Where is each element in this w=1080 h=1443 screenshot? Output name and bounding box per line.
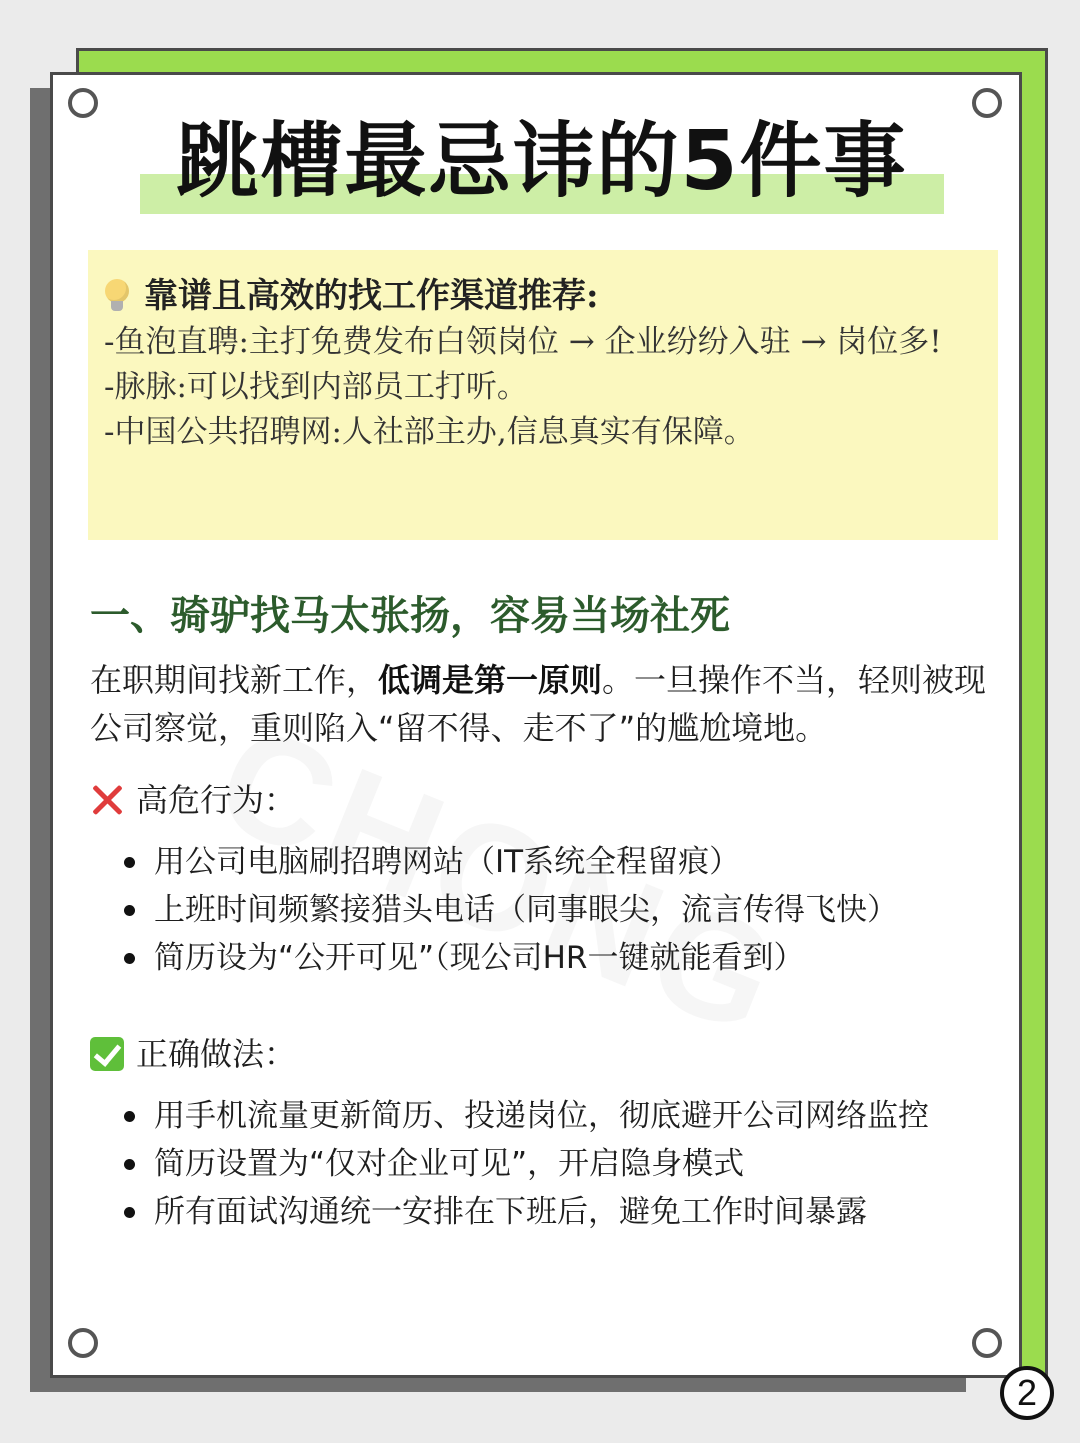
list-item: [120, 934, 980, 982]
list-item: [120, 1188, 980, 1236]
list-item-text: 所有面试沟通统一安排在下班后，避免工作时间暴露: [154, 1194, 867, 1230]
bullet-dot: [124, 905, 135, 916]
bullet-dot: [124, 1111, 135, 1122]
list-item-text: 上班时间频繁接猎头电话（同事眼尖，流言传得飞快）: [154, 892, 898, 928]
bullet-dot: [124, 1159, 135, 1170]
title-block: [140, 112, 944, 216]
list-item: [120, 1092, 980, 1140]
bullet-dot: [124, 1207, 135, 1218]
section-title: 一、骑驴找马太张扬，容易当场社死: [90, 592, 730, 639]
list-item: [120, 1140, 980, 1188]
page-title: 跳槽最忌讳的5件事: [176, 114, 908, 209]
pin-bottom-right: [972, 1328, 1002, 1358]
list-item: [120, 886, 980, 934]
bullet-dot: [124, 857, 135, 868]
danger-heading: 高危行为：: [136, 781, 297, 819]
section-intro: [90, 656, 990, 752]
correct-list: [120, 1092, 980, 1236]
tip-heading-row: [104, 272, 982, 320]
intro-text-start: 在职期间找新工作，: [90, 661, 379, 699]
list-item: [120, 838, 980, 886]
check-icon: [90, 1037, 124, 1071]
cross-icon: [90, 783, 124, 817]
correct-heading-row: [90, 1032, 296, 1076]
tip-line: -中国公共招聘网:人社部主办,信息真实有保障。: [104, 414, 755, 450]
list-item-text: 简历设为“公开可见”（现公司HR一键就能看到）: [154, 940, 805, 976]
page-number-badge: 2: [1000, 1366, 1054, 1420]
correct-heading: 正确做法：: [136, 1035, 297, 1073]
pin-top-left: [68, 88, 98, 118]
danger-list: [120, 838, 980, 982]
bullet-dot: [124, 953, 135, 964]
pin-bottom-left: [68, 1328, 98, 1358]
tip-heading: 靠谱且高效的找工作渠道推荐:: [144, 276, 599, 316]
list-item-text: 用手机流量更新简历、投递岗位，彻底避开公司网络监控: [154, 1098, 929, 1134]
list-item-text: 简历设置为“仅对企业可见”，开启隐身模式: [154, 1146, 745, 1182]
tip-line: -脉脉:可以找到内部员工打听。: [104, 369, 528, 405]
intro-emphasis: 低调是第一原则: [378, 661, 603, 699]
list-item-text: 用公司电脑刷招聘网站（IT系统全程留痕）: [154, 844, 741, 880]
tip-box: [88, 250, 998, 540]
pin-top-right: [972, 88, 1002, 118]
intro-text-end: 。一旦操作不当，轻则被现公司察觉，重则陷入“留不得、走不了”的尴尬境地。: [90, 661, 987, 747]
danger-heading-row: [90, 778, 296, 822]
tip-line: -鱼泡直聘:主打免费发布白领岗位 → 企业纷纷入驻 → 岗位多!: [104, 324, 942, 360]
lightbulb-icon: [104, 279, 130, 313]
